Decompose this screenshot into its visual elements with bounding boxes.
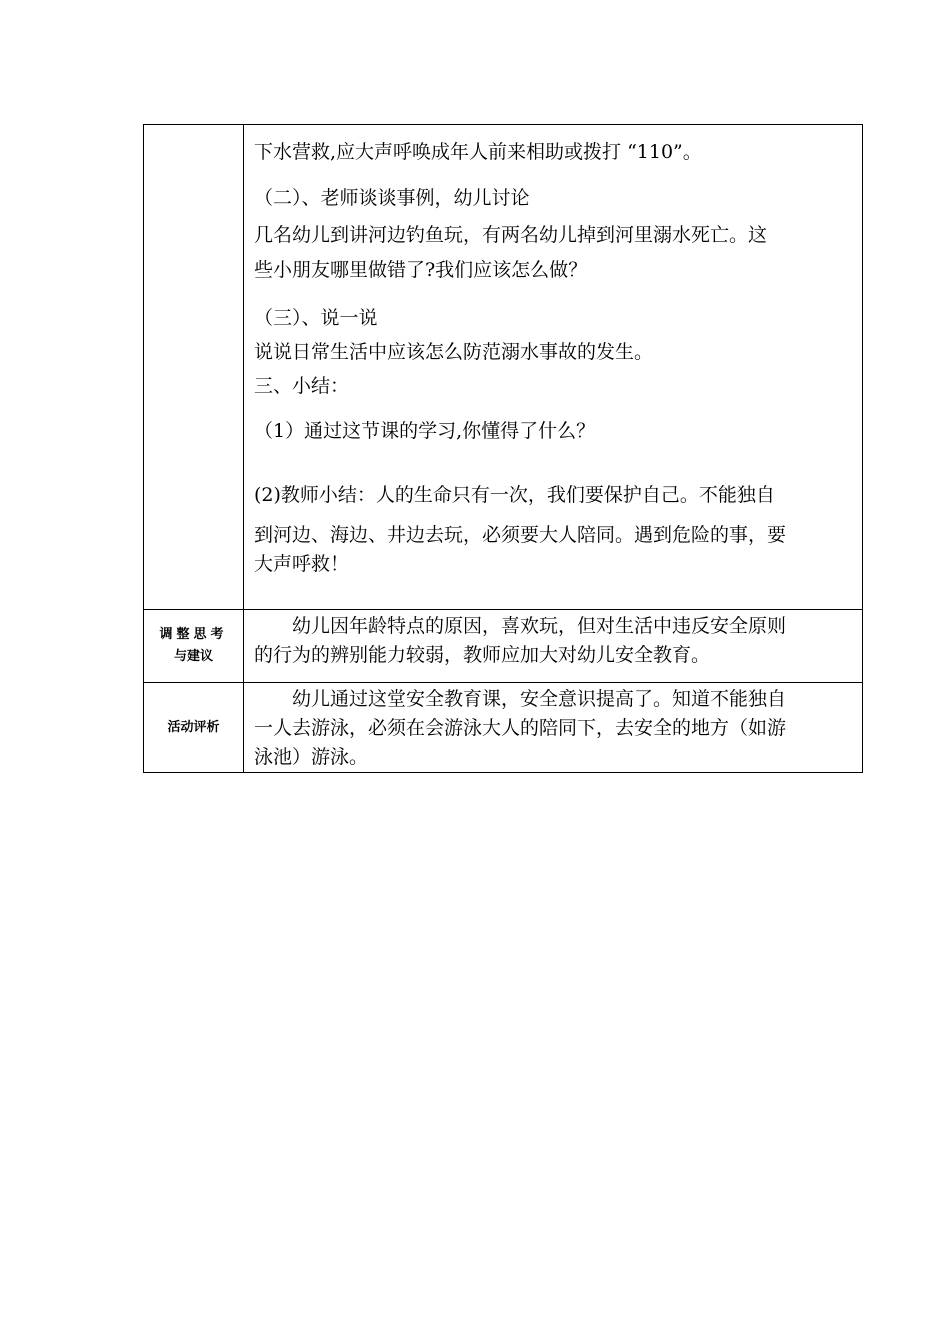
section-2-title: （二）、老师谈谈事例，幼儿讨论 (254, 187, 530, 209)
adjustment-label-cell (144, 610, 244, 683)
rescue-instruction-line: 下水营救,应大声呼唤成年人前来相助或拨打 “110”。 (254, 141, 702, 163)
summary-question-2-line-1: (2)教师小结：人的生命只有一次，我们要保护自己。不能独自 (254, 484, 775, 506)
evaluation-line-1: 幼儿通过这堂安全教育课，安全意识提高了。知道不能独自 (292, 688, 787, 710)
evaluation-content-cell (244, 683, 863, 773)
adjustment-label-line-2: 与建议 (173, 649, 213, 664)
section-3-title: （三）、说一说 (254, 307, 378, 329)
activity-process-cell (244, 125, 863, 610)
section-3-line-1: 说说日常生活中应该怎么防范溺水事故的发生。 (254, 341, 654, 363)
evaluation-line-2: 一人去游泳，必须在会游泳大人的陪同下，去安全的地方（如游 (254, 717, 787, 739)
evaluation-label: 活动评析 (167, 719, 220, 735)
evaluation-label-cell (144, 683, 244, 773)
summary-title: 三、小结： (254, 375, 350, 397)
evaluation-row (144, 683, 863, 773)
summary-question-2-line-2: 到河边、海边、井边去玩，必须要大人陪同。遇到危险的事，要 (254, 524, 787, 546)
evaluation-line-3: 泳池）游泳。 (254, 746, 369, 768)
section-2-line-1: 几名幼儿到讲河边钓鱼玩，有两名幼儿掉到河里溺水死亡。这 (254, 224, 768, 246)
lesson-plan-table (143, 124, 863, 773)
adjustment-line-2: 的行为的辨别能力较弱，教师应加大对幼儿安全教育。 (254, 644, 711, 666)
adjustment-line-1: 幼儿因年龄特点的原因，喜欢玩，但对生活中违反安全原则 (292, 615, 787, 637)
section-2-line-2: 些小朋友哪里做错了?我们应该怎么做？ (254, 259, 588, 281)
activity-process-row (144, 125, 863, 610)
adjustment-row (144, 610, 863, 683)
adjustment-label-line-1: 调整思考 (159, 627, 228, 642)
adjustment-content-cell (244, 610, 863, 683)
summary-question-2-line-3: 大声呼救！ (254, 553, 350, 575)
summary-question-1: （1）通过这节课的学习,你懂得了什么？ (254, 420, 596, 442)
empty-label-cell (144, 125, 244, 610)
